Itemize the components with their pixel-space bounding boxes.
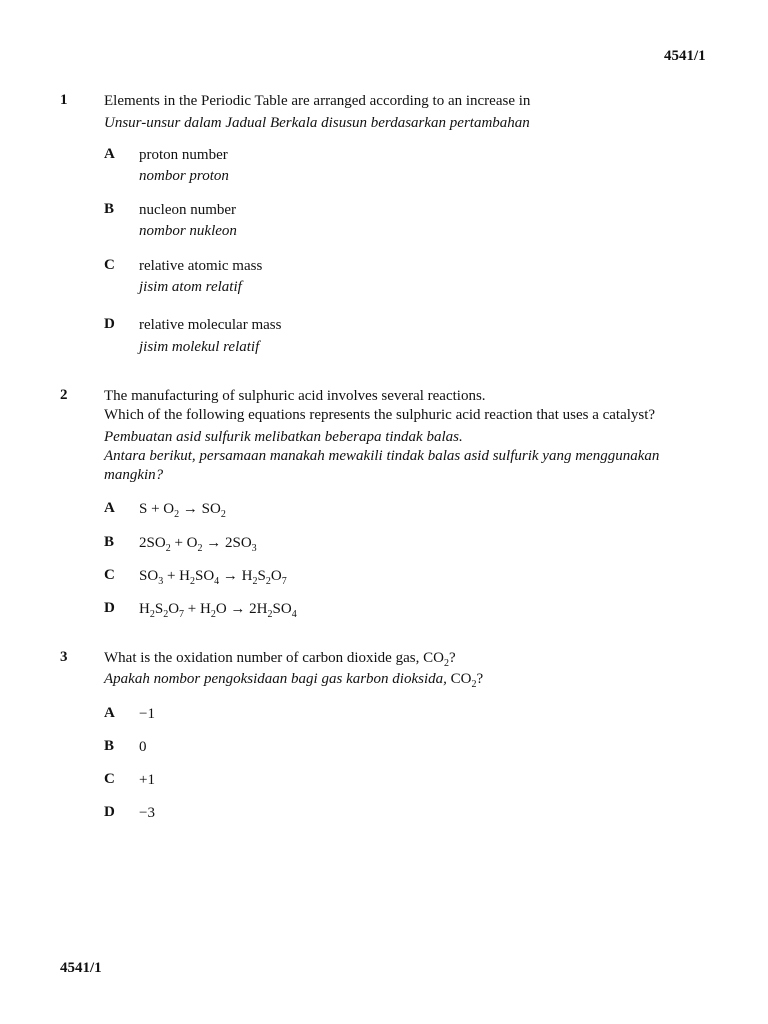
question-stem-en: Elements in the Periodic Table are arranged according to an increase in [104,93,531,109]
option-text-en: nucleon number [139,202,237,218]
option-letter: D [104,804,115,820]
option-letter: B [104,738,115,754]
question-stem-ms: Unsur-unsur dalam Jadual Berkala disusun berdasarkan pertambahan [104,115,530,131]
option-letter: B [104,201,115,217]
option-letter: C [104,771,115,787]
option-value: −3 [139,805,155,821]
option-text-en: relative atomic mass [139,258,263,274]
option-equation: $2SO_2 + O_2 \to 2SO_3$ [139,535,257,554]
option-text-ms: jisim molekul relatif [139,339,260,355]
option-letter: A [104,500,115,516]
option-value: 0 [139,739,147,755]
option-letter: A [104,705,115,721]
option-letter: A [104,146,115,162]
paper-code-footer: 4541/1 [60,960,102,976]
option-equation: $SO_3 + H_2SO_4 \to H_2S_2O_7$ [139,568,287,587]
question-stem-ms: Pembuatan asid sulfurik melibatkan beberapa tindak balas. [104,429,463,445]
question-number: 3 [60,649,68,665]
question-number: 1 [60,92,68,108]
option-letter: D [104,600,115,616]
option-text-en: relative molecular mass [139,317,282,333]
question-stem-en: Which of the following equations represents the sulphuric acid reaction that uses a catalyst? [104,407,656,423]
option-text-en: proton number [139,147,228,163]
option-equation: $H_2S_2O_7 + H_2O \to 2H_2SO_4$ [139,601,297,620]
question-stem-ms: Apakah nombor pengoksidaan bagi gas karbon dioksida, $CO_2$? [104,671,484,690]
option-text-ms: jisim atom relatif [139,279,242,295]
option-value: −1 [139,706,155,722]
option-letter: C [104,257,115,273]
question-stem-en: The manufacturing of sulphuric acid involves several reactions. [104,388,486,404]
question-stem-ms: Antara berikut, persamaan manakah mewakili tindak balas asid sulfurik yang menggunakan [104,448,660,464]
option-text-ms: nombor nukleon [139,223,237,239]
question-number: 2 [60,387,68,403]
option-text-ms: nombor proton [139,168,229,184]
option-equation: $S + O_2 \to SO_2$ [139,501,226,520]
option-letter: D [104,316,115,332]
option-letter: B [104,534,115,550]
question-stem-en: What is the oxidation number of carbon dioxide gas, $CO_2$? [104,650,456,669]
paper-code-header: 4541/1 [664,48,706,64]
question-stem-ms: mangkin? [104,467,164,483]
option-value: +1 [139,772,155,788]
option-letter: C [104,567,115,583]
